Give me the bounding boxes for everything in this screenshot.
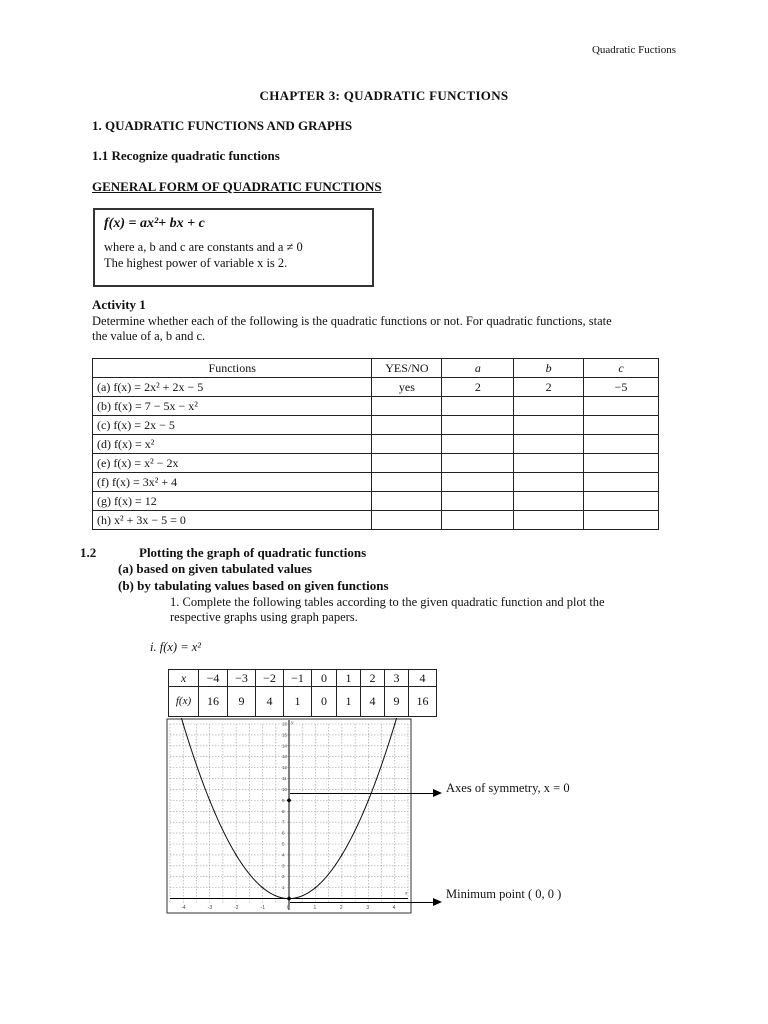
fx-value: 4 [361, 687, 385, 717]
x-value: −4 [199, 670, 228, 687]
fx-value: 16 [409, 687, 437, 717]
b-cell [514, 492, 584, 511]
a-cell [442, 435, 514, 454]
section-1-2-number: 1.2 [80, 545, 97, 560]
fx-row [169, 687, 437, 717]
a-cell: 2 [442, 378, 514, 397]
x-value: −2 [256, 670, 284, 687]
c-cell [584, 492, 659, 511]
symmetry-arrow-line [290, 793, 435, 794]
y-tick-label: 6 [282, 830, 285, 836]
y-tick-label: 2 [282, 874, 285, 880]
b-cell [514, 473, 584, 492]
formula-condition: where a, b and c are constants and a ≠ 0 [104, 240, 303, 254]
b-cell [514, 435, 584, 454]
section-heading: 1. QUADRATIC FUNCTIONS AND GRAPHS [92, 118, 353, 133]
symmetry-arrowhead-icon [433, 788, 443, 798]
activity-instruction-2: the value of a, b and c. [92, 329, 206, 343]
table-header-row [93, 359, 659, 378]
table-row [93, 454, 659, 473]
fx-value: 4 [256, 687, 284, 717]
data-point [394, 723, 396, 725]
fx-value: 0 [312, 687, 337, 717]
fx-value: 1 [337, 687, 361, 717]
c-cell [584, 473, 659, 492]
x-value: −3 [228, 670, 256, 687]
activity-title: Activity 1 [92, 297, 146, 312]
data-point [341, 854, 343, 856]
yes-no-cell [372, 435, 442, 454]
yes-no-cell [372, 473, 442, 492]
x-value: 4 [409, 670, 437, 687]
subsection-heading: 1.1 Recognize quadratic functions [92, 148, 280, 163]
general-form-heading: GENERAL FORM OF QUADRATIC FUNCTIONS [92, 179, 382, 194]
function-cell: (c) f(x) = 2x − 5 [93, 416, 372, 435]
c-cell [584, 397, 659, 416]
y-tick-label: 1 [282, 885, 285, 891]
x-tick-label: -2 [234, 905, 239, 911]
c-cell: −5 [584, 378, 659, 397]
x-row [169, 670, 437, 687]
data-point [262, 887, 264, 889]
b-cell [514, 397, 584, 416]
y-tick-label: 3 [282, 863, 285, 869]
minimum-point-label: Minimum point ( 0, 0 ) [446, 887, 562, 901]
y-tick-label: 13 [282, 754, 288, 760]
b-cell [514, 511, 584, 530]
x-tick-label: 0 [287, 905, 290, 911]
formula-note: The highest power of variable x is 2. [104, 256, 288, 270]
x-tick-label: 4 [392, 905, 396, 911]
function-cell: (d) f(x) = x² [93, 435, 372, 454]
values-table [168, 669, 437, 717]
fx-value: 9 [385, 687, 409, 717]
minimum-arrow-line [290, 902, 435, 903]
a-cell [442, 511, 514, 530]
method-a: (a) based on given tabulated values [118, 561, 312, 576]
function-cell: (e) f(x) = x² − 2x [93, 454, 372, 473]
a-cell [442, 473, 514, 492]
header-b: b [514, 359, 584, 378]
y-tick-label: 12 [282, 765, 288, 771]
example-function-label: i. f(x) = x² [150, 640, 202, 654]
task-instruction-1: 1. Complete the following tables according to the given quadratic function and plot the [170, 595, 605, 609]
y-tick-label: 5 [282, 841, 285, 847]
x-value: 1 [337, 670, 361, 687]
chapter-title: CHAPTER 3: QUADRATIC FUNCTIONS [259, 88, 509, 103]
activity-instruction-1: Determine whether each of the following is the quadratic functions or not. For quadratic functions, state [92, 314, 612, 328]
a-cell [442, 492, 514, 511]
functions-table [92, 358, 659, 530]
x-tick-label: 1 [313, 905, 317, 911]
yes-no-cell [372, 454, 442, 473]
x-tick-label: 3 [366, 905, 370, 911]
data-point [315, 887, 317, 889]
table-row [93, 397, 659, 416]
y-tick-label: 7 [282, 819, 285, 825]
yes-no-cell [372, 397, 442, 416]
y-tick-label: 15 [282, 732, 288, 738]
x-value: 2 [361, 670, 385, 687]
function-cell: (f) f(x) = 3x² + 4 [93, 473, 372, 492]
running-header: Quadratic Fuctions [591, 44, 676, 56]
x-tick-label: 2 [339, 905, 343, 911]
parabola-graph [166, 718, 412, 914]
function-cell: (a) f(x) = 2x² + 2x − 5 [93, 378, 372, 397]
table-row [93, 435, 659, 454]
c-cell [584, 416, 659, 435]
y-tick-label: 16 [282, 721, 288, 727]
header-functions: Functions [93, 359, 372, 378]
a-cell [442, 454, 514, 473]
y-tick-label: 14 [282, 743, 288, 749]
function-cell: (h) x² + 3x − 5 = 0 [93, 511, 372, 530]
x-value: 3 [385, 670, 409, 687]
fx-header: f(x) [169, 687, 199, 717]
header-c: c [584, 359, 659, 378]
b-cell [514, 454, 584, 473]
yes-no-cell [372, 416, 442, 435]
x-axis-label: x [405, 891, 408, 897]
y-tick-label: 10 [282, 786, 288, 792]
table-row [93, 492, 659, 511]
method-b: (b) by tabulating values based on given functions [118, 578, 389, 593]
quadratic-formula: f(x) = ax²+ bx + c [104, 216, 205, 231]
data-point [368, 800, 370, 802]
function-cell: (g) f(x) = 12 [93, 492, 372, 511]
x-tick-label: -3 [207, 905, 213, 911]
y-tick-label: 8 [282, 808, 285, 814]
fx-value: 9 [228, 687, 256, 717]
x-tick-label: -1 [260, 905, 266, 911]
c-cell [584, 435, 659, 454]
y-tick-label: 4 [282, 852, 285, 858]
x-tick-label: -4 [181, 905, 186, 911]
table-row [93, 416, 659, 435]
table-row [93, 473, 659, 492]
minimum-arrowhead-icon [433, 897, 443, 907]
yes-no-cell [372, 511, 442, 530]
table-row [93, 378, 659, 397]
y-tick-label: 11 [282, 776, 287, 782]
data-point [209, 800, 211, 802]
y-tick-label: 9 [282, 797, 285, 803]
a-cell [442, 397, 514, 416]
a-cell [442, 416, 514, 435]
data-point [235, 854, 237, 856]
c-cell [584, 511, 659, 530]
header-a: a [442, 359, 514, 378]
fx-value: 1 [284, 687, 312, 717]
x-value: −1 [284, 670, 312, 687]
header-yes-no: YES/NO [372, 359, 442, 378]
b-cell [514, 416, 584, 435]
axis-of-symmetry-label: Axes of symmetry, x = 0 [446, 781, 570, 795]
function-cell: (b) f(x) = 7 − 5x − x² [93, 397, 372, 416]
x-header: x [169, 670, 199, 687]
b-cell: 2 [514, 378, 584, 397]
c-cell [584, 454, 659, 473]
formula-box [93, 208, 374, 287]
task-instruction-2: respective graphs using graph papers. [170, 610, 358, 624]
section-1-2-title: Plotting the graph of quadratic functions [139, 545, 367, 560]
fx-value: 16 [199, 687, 228, 717]
x-value: 0 [312, 670, 337, 687]
yes-no-cell: yes [372, 378, 442, 397]
y-axis-label: y [291, 721, 294, 726]
table-row [93, 511, 659, 530]
data-point [182, 723, 184, 725]
yes-no-cell [372, 492, 442, 511]
